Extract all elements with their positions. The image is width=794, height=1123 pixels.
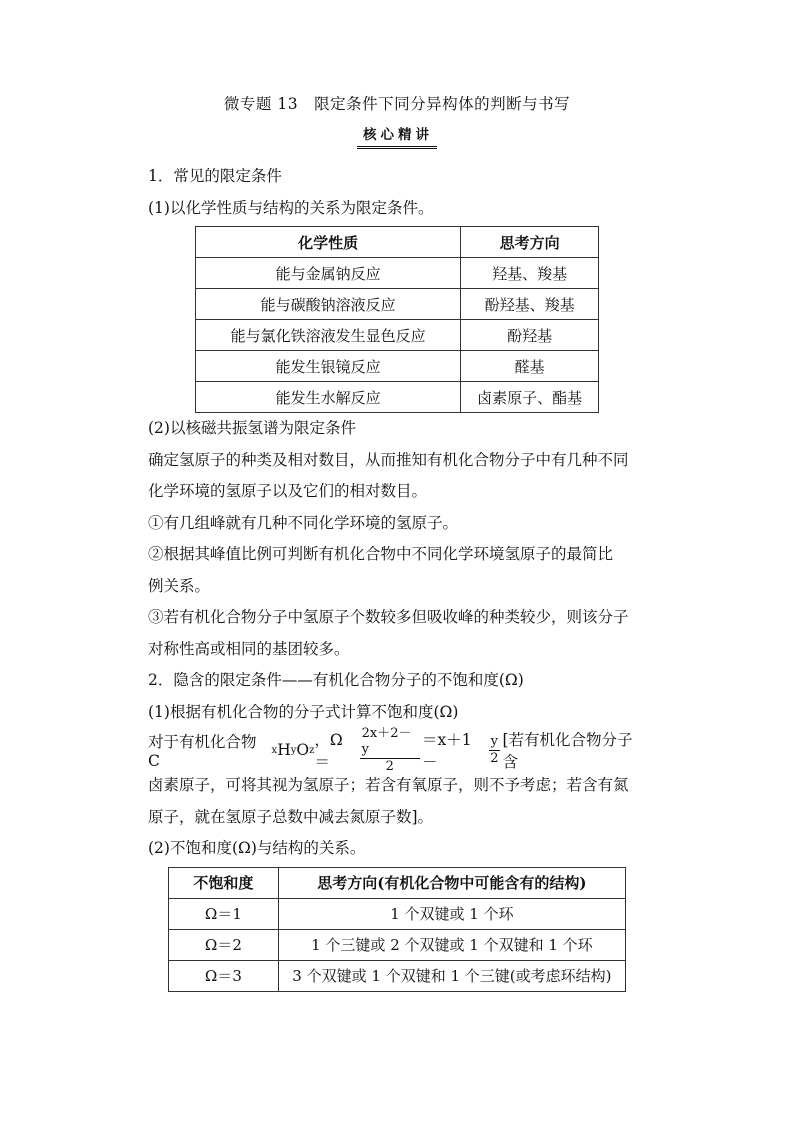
page-title: 微专题 13 限定条件下同分异构体的判断与书写 <box>223 95 571 113</box>
table-cell: 能发生银镜反应 <box>196 351 461 382</box>
table-cell: 卤素原子、酯基 <box>461 382 599 413</box>
formula-sub-x: x <box>271 744 278 756</box>
table-header-cell: 不饱和度 <box>169 867 279 898</box>
formula-h: H <box>277 741 291 759</box>
subtitle-wrap <box>148 122 646 149</box>
table-row <box>169 960 626 991</box>
section-2-sub2: (2)不饱和度(Ω)与结构的关系。 <box>148 839 366 857</box>
table-row <box>196 351 599 382</box>
table-header-cell: 思考方向 <box>461 227 599 258</box>
table-cell: Ω＝2 <box>169 929 279 960</box>
table-cell: 能与金属钠反应 <box>196 258 461 289</box>
table-row <box>169 898 626 929</box>
table-row <box>196 382 599 413</box>
fraction-2 <box>488 734 500 767</box>
unsaturation-formula <box>148 725 646 774</box>
document-page <box>148 92 646 992</box>
table-cell: 酚羟基、羧基 <box>461 289 599 320</box>
paragraph-line: 卤素原子，可将其视为氢原子；若含有氧原子，则不予考虑；若含有氮 <box>148 776 629 794</box>
table-cell: 醛基 <box>461 351 599 382</box>
fraction-numerator: 2x＋2－y <box>360 726 420 759</box>
section-2-sub1: (1)根据有机化合物的分子式计算不饱和度(Ω) <box>148 702 459 721</box>
section-1-heading: 1．常见的限定条件 <box>148 167 282 185</box>
table-row <box>196 258 599 289</box>
table-cell: 3 个双键或 1 个双键和 1 个三键(或考虑环结构) <box>278 960 625 991</box>
table-row <box>196 320 599 351</box>
table-header-cell: 思考方向(有机化合物中可能含有的结构) <box>278 867 625 898</box>
fraction-denominator: 2 <box>490 750 499 766</box>
section-1-sub2: (2)以核磁共振氢谱为限定条件 <box>148 419 356 437</box>
list-item: ③若有机化合物分子中氢原子个数较多但吸收峰的种类较少，则该分子 <box>148 608 629 626</box>
table-cell: 能发生水解反应 <box>196 382 461 413</box>
list-item: ①有几组峰就有几种不同化学环境的氢原子。 <box>148 513 459 532</box>
formula-suffix: [若有机化合物分子含 <box>502 731 633 771</box>
table-cell: 能与氯化铁溶液发生显色反应 <box>196 320 461 351</box>
table-chemical-properties <box>195 226 599 413</box>
table-cell: 酚羟基 <box>461 320 599 351</box>
paragraph-line: 化学环境的氢原子以及它们的相对数目。 <box>148 482 428 500</box>
table-row <box>169 929 626 960</box>
table-cell: 1 个双键或 1 个环 <box>278 898 625 929</box>
section-subtitle: 核心精讲 <box>357 122 437 149</box>
table-unsaturation <box>168 867 626 992</box>
formula-mid: ＝x＋1－ <box>421 731 472 771</box>
table-cell: 羟基、羧基 <box>461 258 599 289</box>
section-2-heading: 2．隐含的限定条件——有机化合物分子的不饱和度(Ω) <box>148 671 524 689</box>
fraction-numerator: y <box>490 733 498 749</box>
table-cell: 能与碳酸钠溶液反应 <box>196 289 461 320</box>
formula-o: O <box>296 741 310 759</box>
list-item-continuation: 例关系。 <box>148 576 211 595</box>
formula-sub-y: y <box>290 744 297 756</box>
paragraph-line: 确定氢原子的种类及相对数目，从而推知有机化合物分子中有几种不同 <box>148 450 629 469</box>
table-cell: Ω＝1 <box>169 898 279 929</box>
list-item-continuation: 对称性高或相同的基团较多。 <box>148 639 350 658</box>
table-header-row <box>196 227 599 258</box>
formula-prefix: 对于有机化合物 C <box>148 733 257 770</box>
fraction-1 <box>360 726 420 775</box>
paragraph-line: 原子，就在氢原子总数中减去氮原子数]。 <box>148 807 434 826</box>
table-header-row <box>169 867 626 898</box>
formula-sub-z: z <box>309 744 315 756</box>
table-row <box>196 289 599 320</box>
section-1-sub1: (1)以化学性质与结构的关系为限定条件。 <box>148 198 434 217</box>
fraction-denominator: 2 <box>385 758 394 774</box>
table-header-cell: 化学性质 <box>196 227 461 258</box>
table-cell: 1 个三键或 2 个双键或 1 个双键和 1 个环 <box>278 929 625 960</box>
formula-sep: ，Ω＝ <box>314 731 343 771</box>
table-cell: Ω＝3 <box>169 960 279 991</box>
list-item: ②根据其峰值比例可判断有机化合物中不同化学环境氢原子的最简比 <box>148 545 614 563</box>
